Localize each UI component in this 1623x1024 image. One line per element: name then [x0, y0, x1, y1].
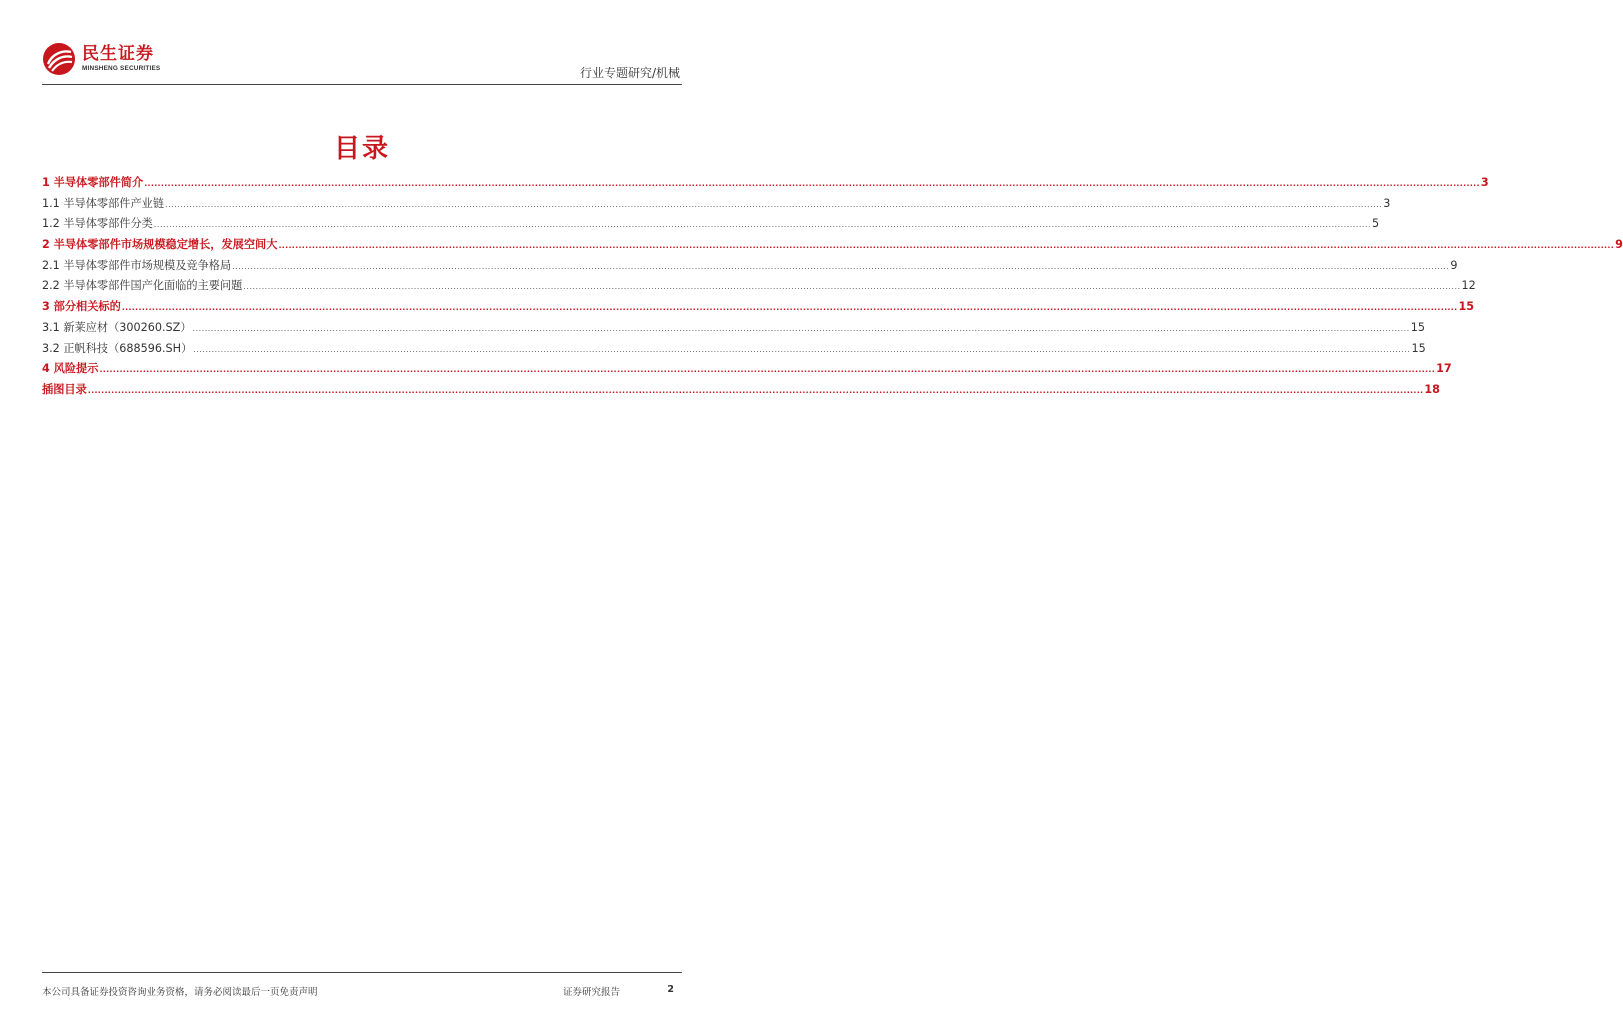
toc-leader-dots: ................................................................................................................................................................................................................................................................................................................................................................................................................: [153, 220, 1372, 230]
toc-entry-label: 1.1 半导体零部件产业链: [42, 196, 165, 210]
toc-entry[interactable]: [42, 174, 1489, 195]
page-footer: [42, 972, 682, 1003]
toc-leader-dots: ................................................................................................................................................................................................................................................................................................................................................................................................................: [243, 282, 1461, 292]
footer-disclaimer: 本公司具备证券投资咨询业务资格，请务必阅读最后一页免责声明: [42, 987, 318, 998]
logo: [42, 40, 160, 78]
toc-entry-label: 1 半导体零部件简介: [42, 176, 144, 189]
toc-leader-dots: ................................................................................................................................................................................................................................................................................................................................................................................................................: [99, 365, 1436, 375]
toc-entry-label: 插图目录: [42, 382, 87, 396]
toc-leader-dots: ................................................................................................................................................................................................................................................................................................................................................................................................................: [165, 199, 1383, 209]
toc-entry-page: 17: [1436, 362, 1452, 376]
toc-entry[interactable]: [42, 257, 1458, 278]
toc-entry-page: 15: [1410, 320, 1425, 334]
toc-entry[interactable]: [42, 277, 1476, 298]
toc-leader-dots: ................................................................................................................................................................................................................................................................................................................................................................................................................: [193, 344, 1411, 354]
toc-entry-label: 3.2 正帆科技（688596.SH）: [42, 341, 193, 355]
page-number: 2: [667, 984, 674, 995]
report-category: 行业专题研究/机械: [579, 66, 680, 80]
logo-name-en: MINSHENG SECURITIES: [82, 65, 161, 72]
toc-entry[interactable]: [42, 340, 1426, 361]
toc-entry-page: 18: [1424, 382, 1440, 396]
toc-leader-dots: ................................................................................................................................................................................................................................................................................................................................................................................................................: [192, 323, 1410, 333]
toc-entry[interactable]: [42, 215, 1380, 236]
toc-entry-page: 3: [1480, 176, 1489, 189]
toc-entry-page: 12: [1461, 279, 1476, 293]
toc-entry[interactable]: [42, 381, 1440, 402]
footer-report-type: 证券研究报告: [563, 987, 621, 998]
table-of-contents: [42, 174, 1623, 402]
toc-leader-dots: ................................................................................................................................................................................................................................................................................................................................................................................................................: [121, 303, 1458, 313]
toc-entry[interactable]: [42, 195, 1391, 216]
toc-entry-label: 2.2 半导体零部件国产化面临的主要问题: [42, 279, 243, 293]
toc-entry-label: 4 风险提示: [42, 362, 99, 376]
toc-entry-label: 3 部分相关标的: [42, 300, 121, 314]
toc-entry-label: 3.1 新莱应材（300260.SZ）: [42, 320, 192, 334]
toc-entry[interactable]: [42, 319, 1425, 340]
toc-entry-page: 9: [1615, 238, 1623, 252]
toc-entry-label: 2.1 半导体零部件市场规模及竞争格局: [42, 258, 232, 272]
logo-name-cn: 民生证券: [82, 44, 154, 64]
page-header: [42, 40, 682, 85]
toc-leader-dots: ................................................................................................................................................................................................................................................................................................................................................................................................................: [232, 261, 1450, 271]
toc-entry-page: 3: [1383, 196, 1391, 210]
toc-entry-page: 9: [1450, 258, 1458, 272]
toc-entry[interactable]: [42, 360, 1452, 381]
toc-entry-label: 1.2 半导体零部件分类: [42, 217, 153, 231]
toc-leader-dots: ................................................................................................................................................................................................................................................................................................................................................................................................................: [87, 385, 1424, 395]
toc-entry-page: 15: [1458, 300, 1475, 314]
toc-leader-dots: ................................................................................................................................................................................................................................................................................................................................................................................................................: [278, 241, 1615, 251]
toc-entry[interactable]: [42, 236, 1623, 257]
toc-entry-page: 15: [1411, 341, 1426, 355]
toc-entry[interactable]: [42, 298, 1475, 319]
page-title: 目录: [333, 134, 390, 164]
toc-entry-label: 2 半导体零部件市场规模稳定增长，发展空间大: [42, 238, 278, 252]
toc-leader-dots: ................................................................................................................................................................................................................................................................................................................................................................................................................: [144, 179, 1480, 188]
toc-entry-page: 5: [1372, 217, 1380, 231]
minsheng-logo-icon: [42, 42, 76, 76]
